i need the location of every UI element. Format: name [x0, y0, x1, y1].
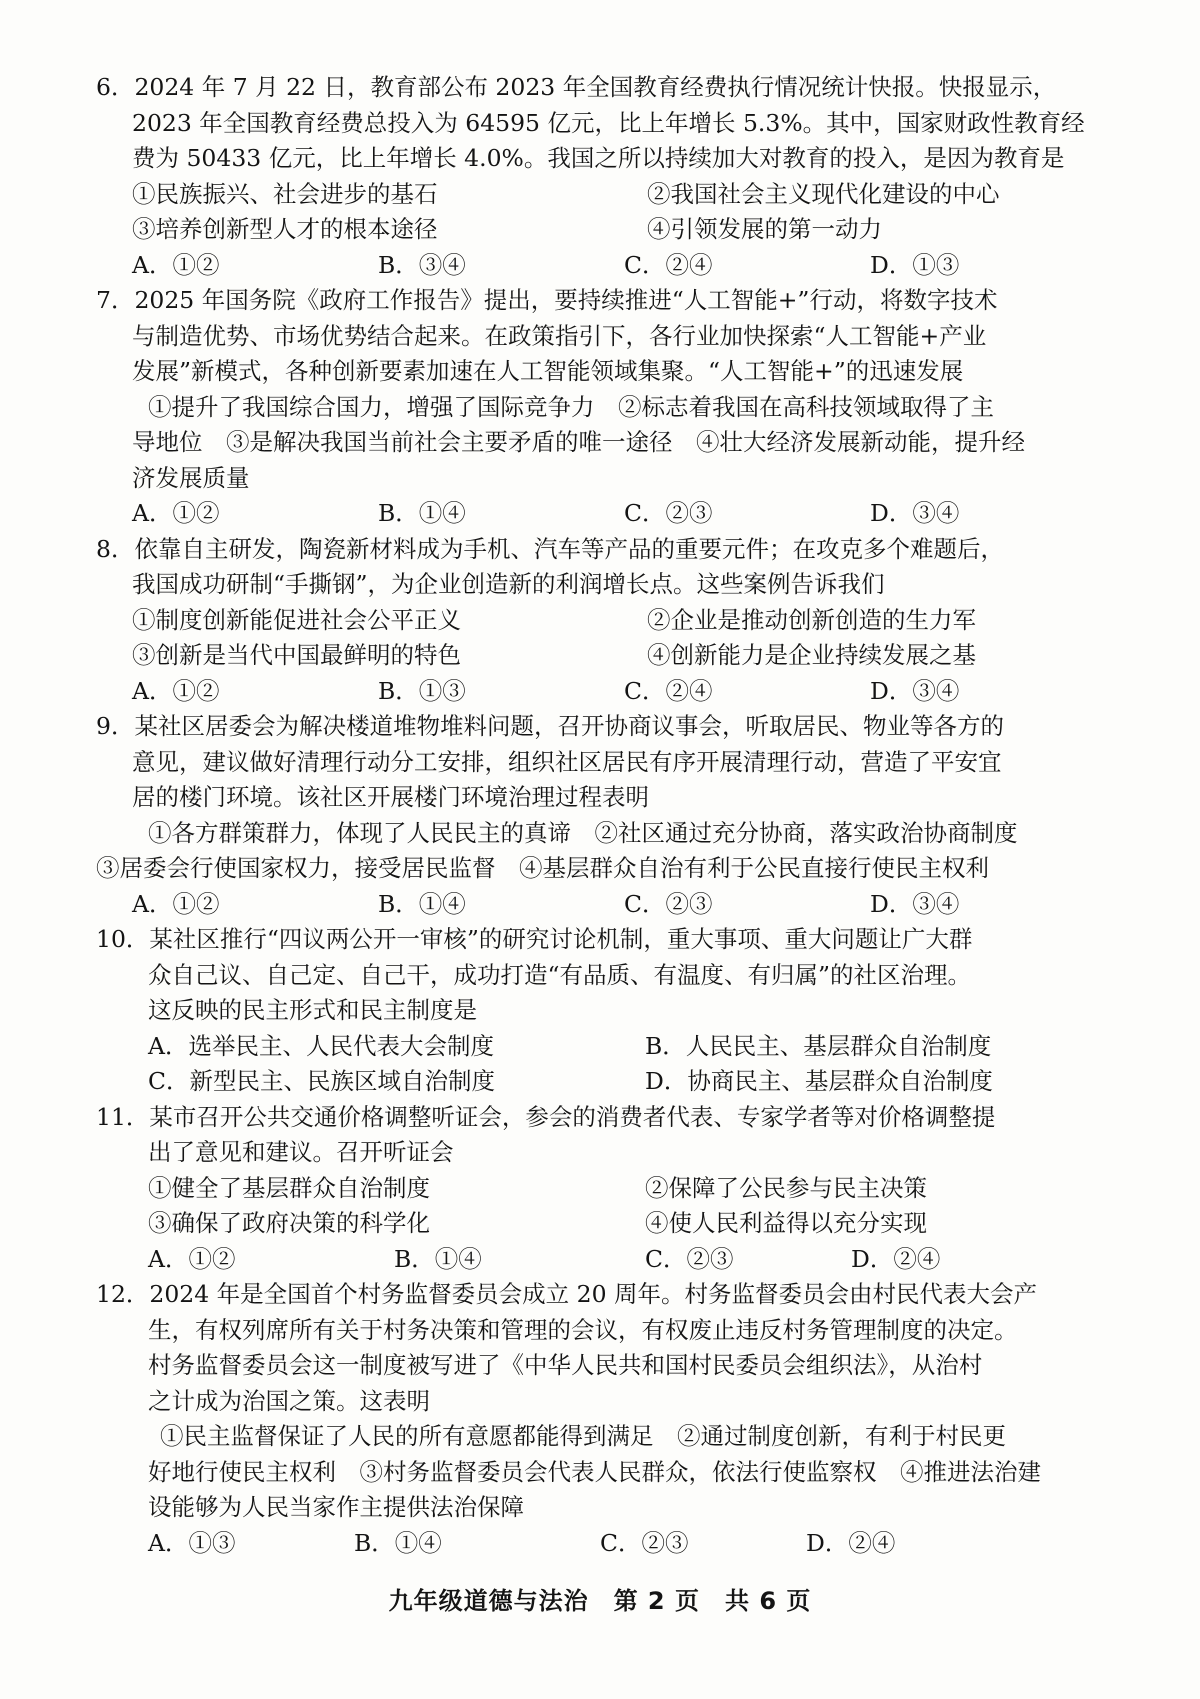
- question-stem-line: 费为 50433 亿元，比上年增长 4.0%。我国之所以持续加大对教育的投入，是因为教育是: [132, 144, 1065, 172]
- question-stem-line: 11．某市召开公共交通价格调整听证会，参会的消费者代表、专家学者等对价格调整提: [96, 1102, 996, 1131]
- choice-item: ②企业是推动创新创造的生力军: [647, 605, 976, 634]
- choice-row: [96, 638, 1162, 674]
- question-stem-line: 出了意见和建议。召开听证会: [148, 1138, 454, 1166]
- answer-option: D．②④: [851, 1244, 941, 1273]
- question-stem-line: 7．2025 年国务院《政府工作报告》提出，要持续推进“人工智能+”行动，将数字技术: [96, 286, 998, 314]
- question-stem-line: 10．某社区推行“四议两公开一审核”的研究讨论机制，重大事项、重大问题让广大群: [96, 925, 973, 953]
- question-stem-line: 12．2024 年是全国首个村务监督委员会成立 20 周年。村务监督委员会由村民代表大会产: [96, 1280, 1038, 1308]
- answer-options: [96, 248, 1162, 284]
- choice-item: ①民族振兴、社会进步的基石: [132, 179, 438, 208]
- answer-options: [96, 496, 1162, 532]
- choice-flow-line: ①提升了我国综合国力，增强了国际竞争力 ②标志着我国在高科技领域取得了主: [148, 392, 994, 421]
- choice-item: ①健全了基层群众自治制度: [148, 1173, 430, 1202]
- question-stem-line: 之计成为治国之策。这表明: [148, 1386, 430, 1415]
- answer-option: C．②④: [624, 676, 713, 705]
- choice-item: ③创新是当代中国最鲜明的特色: [132, 641, 461, 669]
- question-stem-line: 我国成功研制“手撕钢”，为企业创造新的利润增长点。这些案例告诉我们: [132, 570, 885, 598]
- answer-option: B．①③: [378, 676, 466, 705]
- question-stem-line: 2023 年全国教育经费总投入为 64595 亿元，比上年增长 5.3%。其中，国家财政性教育经: [132, 108, 1085, 137]
- answer-option: D．①③: [870, 250, 960, 279]
- question-stem-line: 生，有权列席所有关于村务决策和管理的会议，有权废止违反村务管理制度的决定。: [148, 1315, 1018, 1344]
- answer-option: A．①②: [132, 889, 220, 918]
- question-7: [96, 283, 1162, 532]
- choice-row: [96, 212, 1162, 248]
- answer-option: B．③④: [378, 250, 466, 279]
- question-stem-line: 与制造优势、市场优势结合起来。在政策指引下，各行业加快探索“人工智能+产业: [132, 321, 987, 350]
- choice-item: ④引领发展的第一动力: [647, 215, 882, 243]
- answer-option: A．①③: [148, 1528, 236, 1557]
- question-6: [96, 70, 1162, 283]
- choice-flow-line: ③居委会行使国家权力，接受居民监督 ④基层群众自治有利于公民直接行使民主权利: [96, 854, 989, 882]
- answer-option: D．②④: [806, 1528, 896, 1557]
- answer-option: D．③④: [870, 676, 960, 705]
- question-stem-line: 村务监督委员会这一制度被写进了《中华人民共和国村民委员会组织法》，从治村: [148, 1351, 983, 1379]
- choice-flow-line: 好地行使民主权利 ③村务监督委员会代表人民群众，依法行使监察权 ④推进法治建: [148, 1457, 1041, 1486]
- answer-option: B．①④: [378, 889, 466, 918]
- answer-option: C．②③: [624, 499, 713, 527]
- choice-row: [96, 177, 1162, 213]
- answer-option: C．②④: [624, 250, 713, 279]
- question-list: [96, 70, 1162, 1561]
- choice-row: [96, 1206, 1162, 1242]
- question-stem-line: 众自己议、自己定、自己干，成功打造“有品质、有温度、有归属”的社区治理。: [148, 960, 972, 989]
- answer-option: B．①④: [394, 1244, 482, 1273]
- question-10: [96, 922, 1162, 1100]
- choice-item: D．协商民主、基层群众自治制度: [645, 1067, 993, 1095]
- choice-item: ①制度创新能促进社会公平正义: [132, 605, 461, 634]
- question-8: [96, 532, 1162, 710]
- choice-flow-line: ①各方群策群力，体现了人民民主的真谛 ②社区通过充分协商，落实政治协商制度: [148, 818, 1018, 847]
- choice-flow-line: 导地位 ③是解决我国当前社会主要矛盾的唯一途径 ④壮大经济发展新动能，提升经: [132, 428, 1025, 456]
- answer-option: A．①②: [132, 250, 220, 279]
- choice-flow-line: ①民主监督保证了人民的所有意愿都能得到满足 ②通过制度创新，有利于村民更: [160, 1422, 1006, 1450]
- answer-option: B．①④: [378, 499, 466, 527]
- choice-item: ②保障了公民参与民主决策: [645, 1173, 927, 1202]
- choice-row: [96, 1064, 1162, 1100]
- question-stem-line: 这反映的民主形式和民主制度是: [148, 996, 477, 1024]
- page-footer: 九年级道德与法治 第 2 页 共 6 页: [388, 1587, 812, 1615]
- answer-option: A．①②: [132, 499, 220, 527]
- choice-item: ②我国社会主义现代化建设的中心: [647, 179, 1000, 208]
- choice-row: [96, 1029, 1162, 1065]
- choice-item: ④创新能力是企业持续发展之基: [647, 641, 976, 669]
- answer-options: [96, 887, 1162, 923]
- question-12: [96, 1277, 1162, 1561]
- answer-option: C．②③: [645, 1244, 734, 1273]
- answer-options: [96, 1242, 1162, 1278]
- answer-option: B．①④: [354, 1528, 442, 1557]
- answer-option: A．①②: [132, 676, 220, 705]
- choice-row: [96, 1171, 1162, 1207]
- choice-item: A．选举民主、人民代表大会制度: [148, 1031, 494, 1060]
- question-stem-line: 意见，建议做好清理行动分工安排，组织社区居民有序开展清理行动，营造了平安宜: [132, 747, 1002, 776]
- answer-option: A．①②: [148, 1244, 236, 1273]
- choice-flow-line: 济发展质量: [132, 463, 250, 492]
- answer-option: D．③④: [870, 499, 960, 527]
- question-9: [96, 709, 1162, 922]
- choice-item: ③确保了政府决策的科学化: [148, 1209, 430, 1237]
- answer-option: D．③④: [870, 889, 960, 918]
- question-stem-line: 6．2024 年 7 月 22 日，教育部公布 2023 年全国教育经费执行情况统计快报。快报显示，: [96, 73, 1057, 101]
- answer-options: [96, 1526, 1162, 1562]
- choice-item: C．新型民主、民族区域自治制度: [148, 1067, 495, 1095]
- question-11: [96, 1100, 1162, 1278]
- choice-flow-line: 设能够为人民当家作主提供法治保障: [148, 1493, 524, 1521]
- answer-option: C．②③: [600, 1528, 689, 1557]
- choice-row: [96, 603, 1162, 639]
- choice-item: ③培养创新型人才的根本途径: [132, 215, 438, 243]
- question-stem-line: 9．某社区居委会为解决楼道堆物堆料问题，召开协商议事会，听取居民、物业等各方的: [96, 712, 1004, 740]
- choice-item: ④使人民利益得以充分实现: [645, 1209, 927, 1237]
- answer-option: C．②③: [624, 889, 713, 918]
- choice-item: B．人民民主、基层群众自治制度: [645, 1031, 992, 1060]
- question-stem-line: 8．依靠自主研发，陶瓷新材料成为手机、汽车等产品的重要元件；在攻克多个难题后，: [96, 534, 1004, 563]
- answer-options: [96, 674, 1162, 710]
- question-stem-line: 居的楼门环境。该社区开展楼门环境治理过程表明: [132, 783, 649, 811]
- question-stem-line: 发展”新模式，各种创新要素加速在人工智能领域集聚。“人工智能+”的迅速发展: [132, 357, 964, 385]
